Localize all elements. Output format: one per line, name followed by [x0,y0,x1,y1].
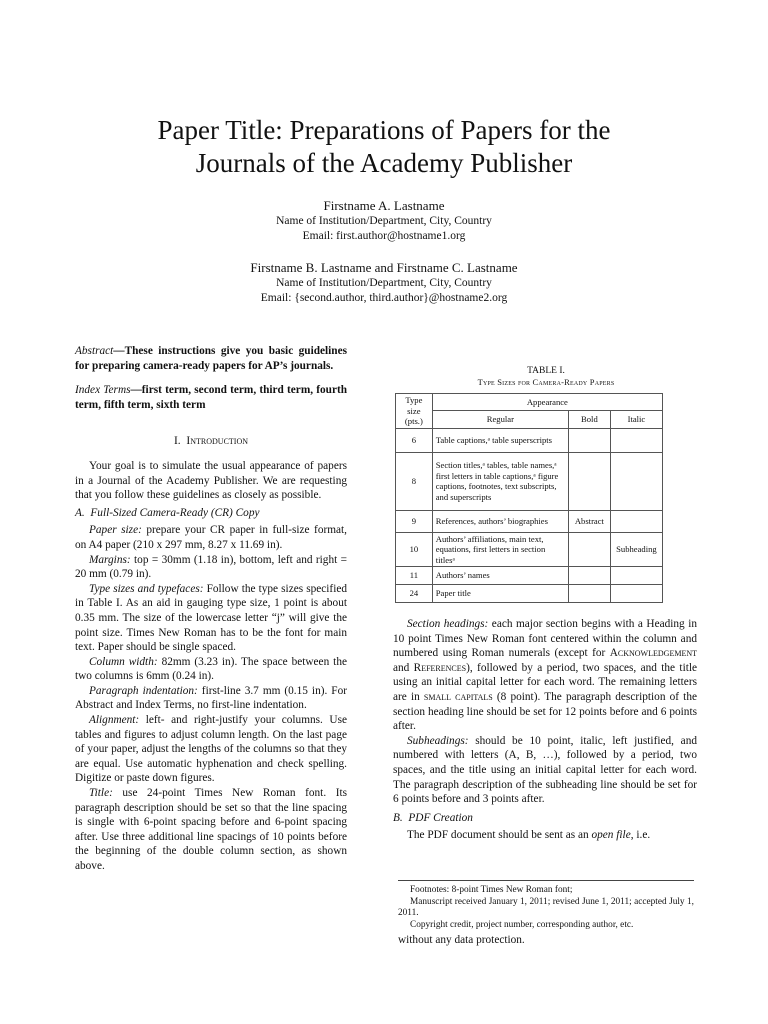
abstract-label: Abstract [75,345,114,357]
indentation-paragraph [75,684,347,713]
section-title: Introduction [186,435,249,448]
index-terms [75,383,347,412]
small-capitals-text: small capitals [423,690,493,703]
and-text: and [393,661,414,674]
author-block-1 [40,197,728,244]
pdf-text: The PDF document should be sent as an [407,829,592,842]
margins-text: top = 30mm (1.18 in), bottom, left and right = 20 mm (0.79 in). [75,553,347,581]
section-headings-text: each major section begins with a Heading in 10 point Times New Roman font centered within the column and numbered using Roman numerals (except for [393,618,697,660]
table-cell-italic [610,428,662,452]
author-affiliation: Name of Institution/Department, City, Country [276,215,492,227]
section-headings-paragraph [393,617,697,734]
section-headings-text-2: ), followed by a period, two spaces, and the title using an initial capital letter for each word. The remaining letters are in [393,661,697,703]
footnote: Footnotes: 8-point Times New Roman font; [410,885,573,895]
right-column [393,366,697,843]
table-row [396,585,663,603]
table-header-row [396,394,663,411]
left-column [75,344,347,874]
table-cell-regular: Paper title [432,585,568,603]
title-paragraph [75,786,347,874]
title-label: Title: [89,787,113,800]
subheading-title: Full-Sized Camera-Ready (CR) Copy [90,506,260,519]
table-header-type: Type size (pts.) [396,394,433,429]
abstract-text: These instructions give you basic guidelines for preparing camera-ready papers for AP’s journals. [75,345,347,372]
table-cell-italic [610,585,662,603]
indentation-text: first-line 3.7 mm (0.15 in). For Abstract and Index Terms, no first-line indentation. [75,684,347,712]
table-cell-bold: Abstract [568,510,610,532]
table-cell-bold [568,585,610,603]
alignment-text: left- and right-justify your columns. Use tables and figures to adjust column length. On the last page of your paper, adjust the lengths of the columns so that they are equal. Use automatic hyphenation and check spelling. Digitize or paste down figures. [75,714,347,785]
table-cell-italic [610,452,662,510]
index-terms-dash: — [130,384,142,397]
subheading-number: A. [75,506,85,519]
intro-paragraph: Your goal is to simulate the usual appearance of papers in a Journal of the Academy Publisher. We are requesting that you follow these guidelines as closely as possible. [75,459,347,502]
pdf-open-file: open file [591,829,631,842]
section-headings-label: Section headings: [407,618,489,630]
paper-title-line1: Paper Title: Preparations of Papers for the [157,115,611,145]
subheading-title: PDF Creation [408,811,473,824]
table-cell-regular: Authors’ affiliations, main text, equations, first letters in section titlesᵃ [432,532,568,567]
table-title: Type Sizes for Camera-Ready Papers [477,377,615,387]
continuation-text: without any data protection. [398,934,525,946]
section-heading-introduction [75,434,347,449]
table-cell-bold [568,567,610,585]
paper-title [40,114,728,180]
subheadings-label: Subheadings: [407,734,469,747]
indentation-label: Paragraph indentation: [89,684,198,697]
subheading-a [75,506,347,521]
section-number: I. [173,435,181,448]
index-terms-label: Index Terms [75,384,131,397]
column-width-paragraph [75,655,347,684]
table-cell-bold [568,428,610,452]
paper-size-label: Paper size: [89,524,142,537]
table-cell-size: 8 [396,452,433,510]
footnotes [398,880,694,931]
author-email: Email: {second.author, third.author}@hostname2.org [260,292,508,304]
table-cell-size: 11 [396,567,433,585]
section-headings-text-3: (8 point). The paragraph description of the section heading line should be set for 12 points before and 6 points after. [393,690,697,733]
table-cell-italic [610,567,662,585]
subheadings-text: should be 10 point, italic, left justified, and numbered with letters (A, B, …), followed by a period, two spaces, and the title using an initial capital letter for each word. The paragraph description of the subheading line should be set for 6 points before and 3 points after. [393,734,697,806]
table-number: TABLE I. [527,366,565,376]
table-cell-italic: Subheading [610,532,662,567]
table-cell-regular: Section titles,ᵃ tables, table names,ᵃ first letters in table captions,ᵃ figure captions, footnotes, text subscripts, and superscripts [432,452,568,510]
column-width-text: 82mm (3.23 in). The space between the two columns is 6mm (0.24 in). [75,655,347,683]
author-name: Firstname B. Lastname and Firstname C. Lastname [250,260,518,275]
paper-size-paragraph [75,523,347,552]
table-cell-bold [568,532,610,567]
references-smallcaps: References [413,661,467,674]
author-email: Email: first.author@hostname1.org [302,230,466,242]
index-terms-text: first term, second term, third term, fourth term, fifth term, sixth term [75,384,347,411]
table-cell-italic [610,510,662,532]
table-cell-size: 9 [396,510,433,532]
subheading-number: B. [393,811,403,824]
margins-paragraph [75,553,347,582]
right-body-text [393,617,697,843]
type-sizes-paragraph [75,582,347,655]
type-sizes-text: Follow the type sizes specified in Table I. As an aid in gauging type size, 1 point is about 0.35 mm. The size of the lowercase letter “j” will give the point size. Times New Roman has to be the font for main text. Paper should be single spaced. [75,582,347,654]
author-block-2 [40,259,728,306]
subheading-b [393,811,697,826]
subheadings-paragraph [393,734,697,807]
table-row [396,428,663,452]
table-row [396,452,663,510]
ack-smallcaps: Acknowledgement [609,647,697,660]
type-sizes-label: Type sizes and typefaces: [89,582,204,595]
table-cell-size: 10 [396,532,433,567]
type-sizes-table-block [393,366,697,603]
table-row [396,532,663,567]
table-header-regular: Regular [432,411,568,428]
footnote: Manuscript received January 1, 2011; revised June 1, 2011; accepted July 1, 2011. [398,896,694,918]
paper-size-text: prepare your CR paper in full-size format, on A4 paper (210 x 297 mm, 8.27 x 11.69 in). [75,524,347,551]
table-subheader-row [396,411,663,428]
type-sizes-table [395,393,663,603]
abstract-dash: — [113,345,125,357]
table-cell-size: 6 [396,428,433,452]
table-cell-bold [568,452,610,510]
pdf-text-2: , i.e. [630,829,651,842]
table-cell-regular: Authors’ names [432,567,568,585]
table-cell-size: 24 [396,585,433,603]
paper-title-line2: Journals of the Academy Publisher [195,148,573,178]
title-text: use 24-point Times New Roman font. Its paragraph description should be set so that the line spacing is single with 6-point spacing before and 6-point spacing after. Use three additional line spacings of 10 points before the beginning of the double column section, as shown above. [75,787,347,872]
table-cell-regular: Table captions,ᵃ table superscripts [432,428,568,452]
table-header-italic: Italic [610,411,662,428]
footnote: Copyright credit, project number, corresponding author, etc. [410,919,634,930]
table-cell-regular: References, authors’ biographies [432,510,568,532]
pdf-paragraph [393,828,697,843]
column-width-label: Column width: [89,655,158,668]
alignment-paragraph [75,713,347,786]
margins-label: Margins: [89,553,131,566]
author-affiliation: Name of Institution/Department, City, Country [276,277,492,289]
table-header-appearance: Appearance [432,394,662,411]
table-header-bold: Bold [568,411,610,428]
alignment-label: Alignment: [89,714,140,727]
abstract [75,344,347,373]
table-caption [395,366,697,388]
table-row [396,567,663,585]
author-name: Firstname A. Lastname [323,198,445,213]
table-row [396,510,663,532]
